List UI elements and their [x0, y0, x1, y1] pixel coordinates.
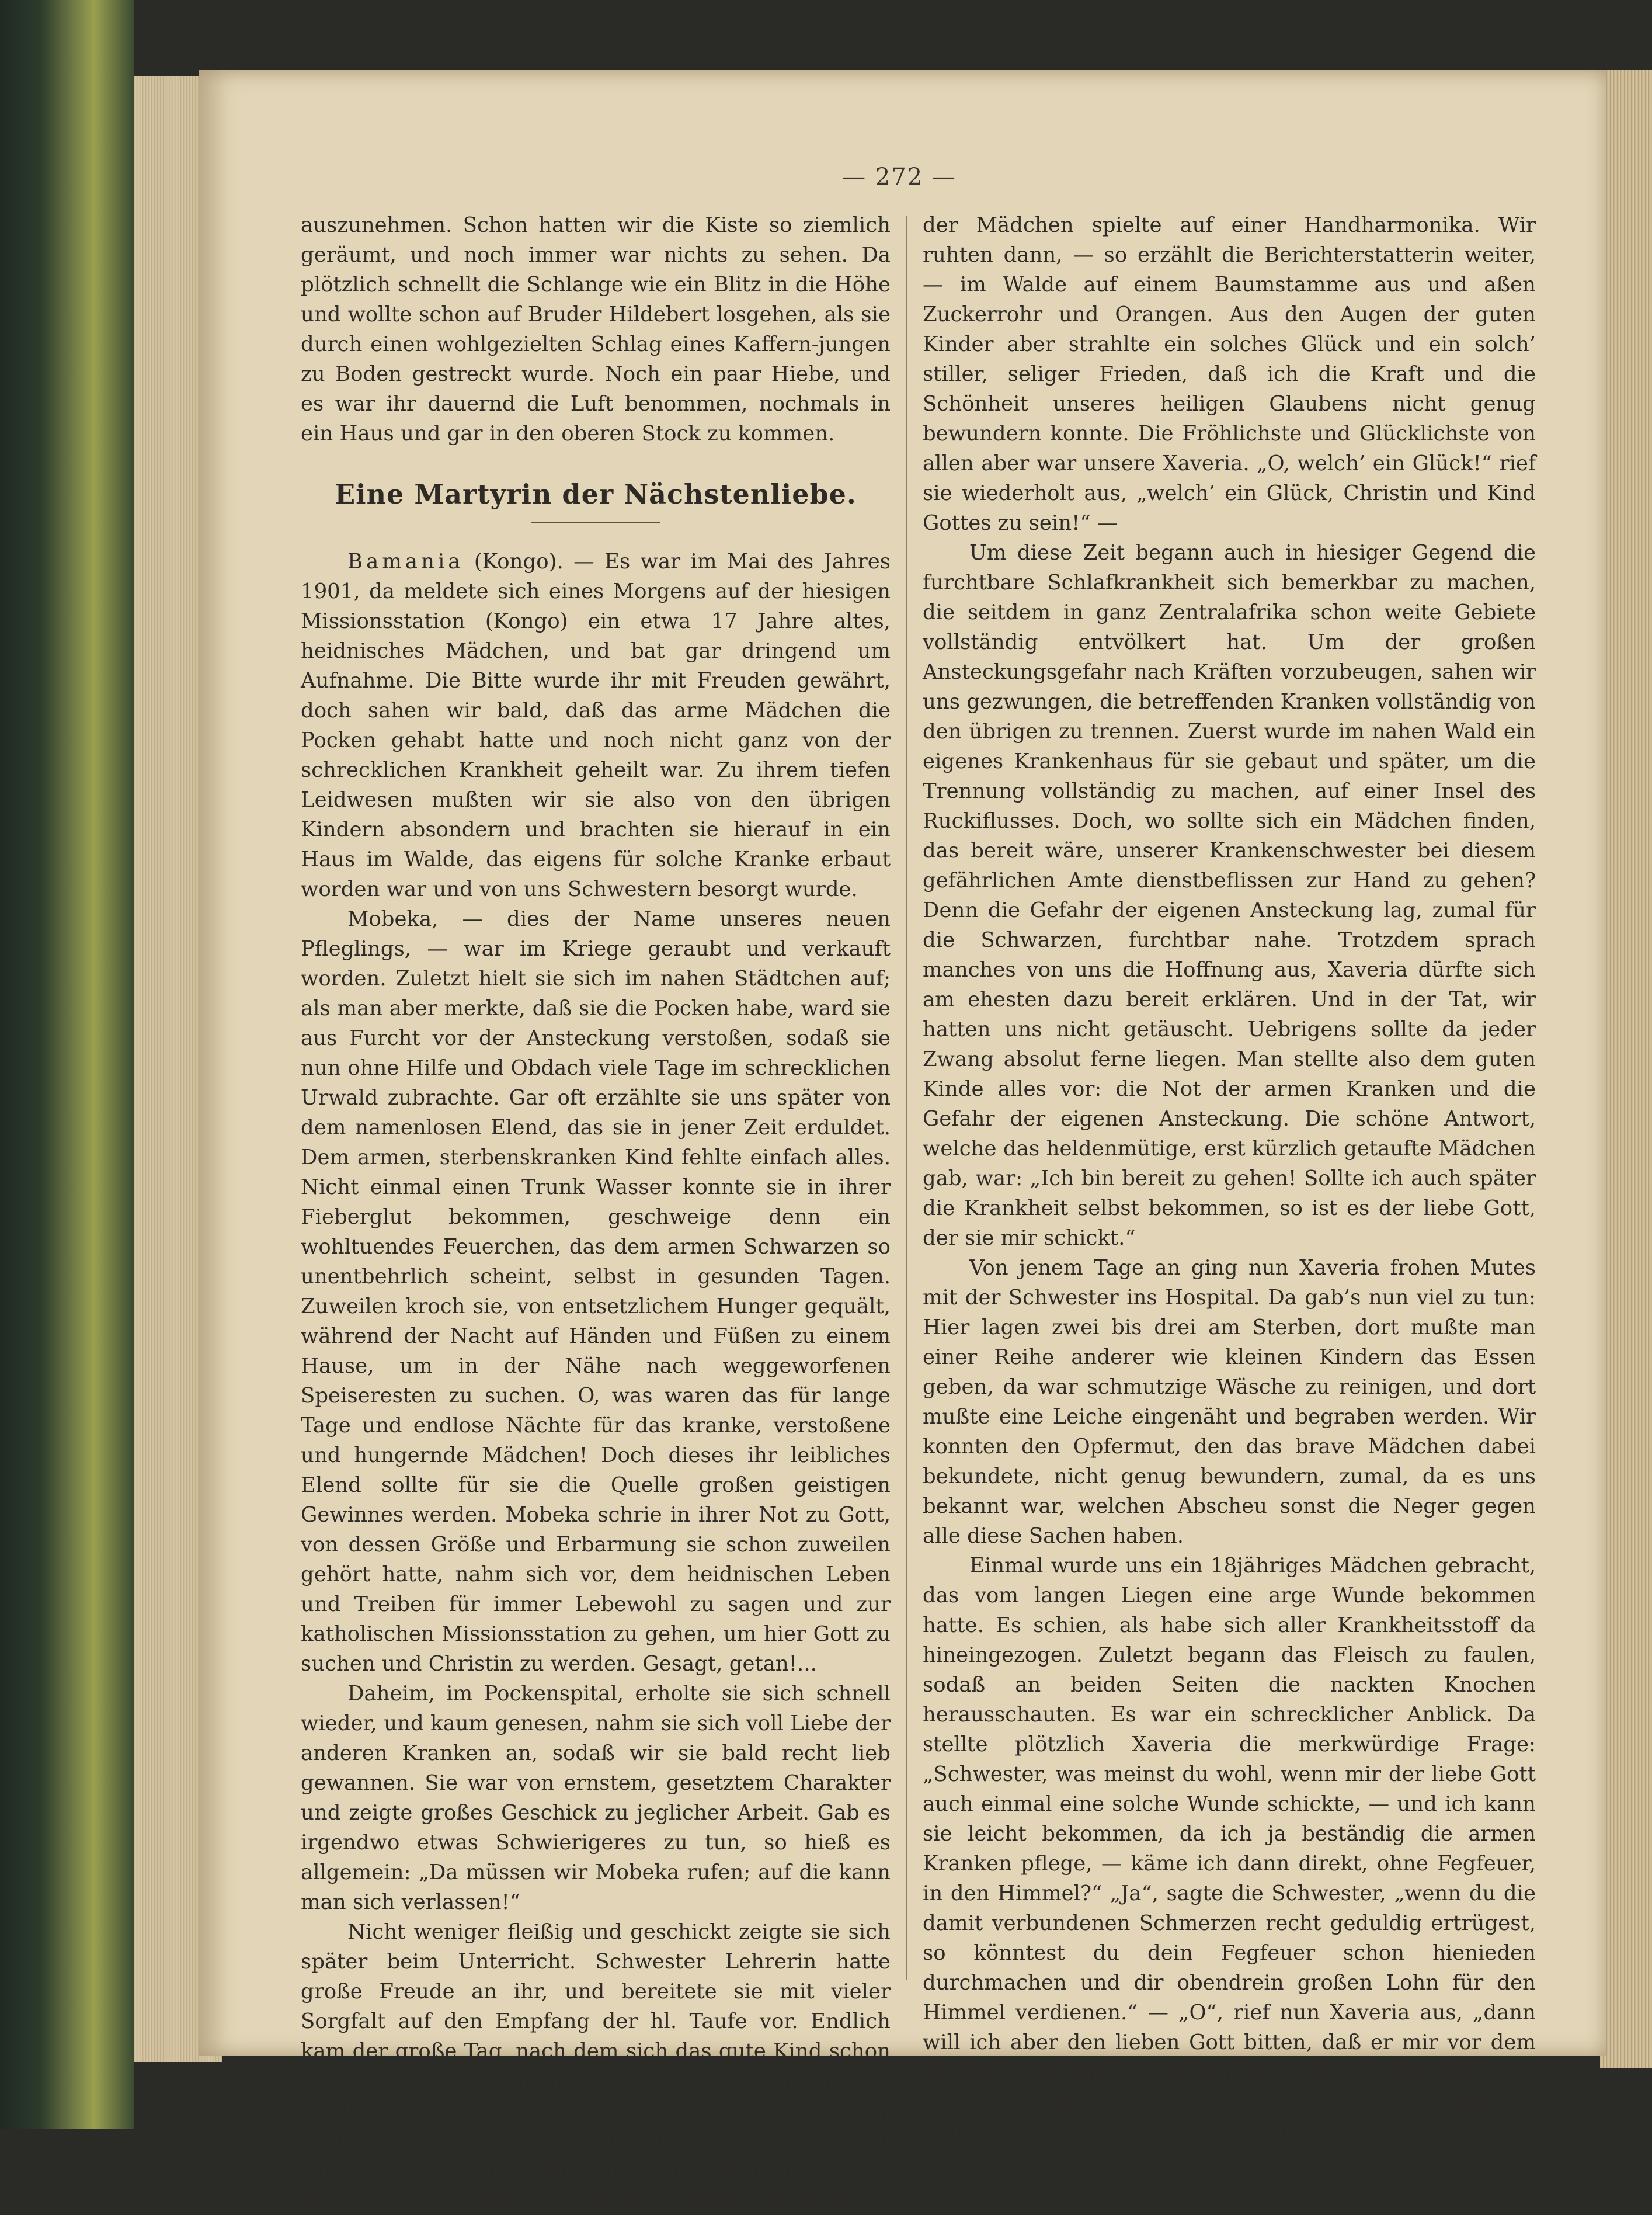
right-column [923, 210, 1536, 2176]
paragraph: Nicht weniger fleißig und geschickt zeigte sie sich später beim Unterricht. Schwester Lehrerin hatte große Freude an ihr, und bereitete sie mit vieler Sorgfalt auf den Empfang der hl. Taufe vor. Endlich kam der große Tag, nach dem sich das gute Kind schon lange so sehr gesehnt hatte und Mobeka empfing die hl. Taufe und erhielt dabei den Namen Xaveria. Im Laufe des Nachmittags machte die Schwester Lehrerin mit den neugetauften Mädchen einen kleinen Ausflug. Man sang verschiedene christliche Lieder, und eines [301, 1920, 891, 2212]
page-number: — 272 — [842, 164, 957, 190]
paragraph: Einmal wurde uns ein 18jähriges Mädchen gebracht, das vom langen Liegen eine arge Wunde bekommen hatte. Es schien, als habe sich aller Krankheitsstoff da hineingezogen. Zuletzt begann das Fleisch zu faulen, sodaß an beiden Seiten die nackten Knochen herausschauten. Es war ein schrecklicher Anblick. Da stellte plötzlich Xaveria die merkwürdige Frage: „Schwester, was meinst du wohl, wenn mir der liebe Gott auch einmal eine solche Wunde schickte, — und ich kann sie leicht bekommen, da ich ja beständig die armen Kranken pflege, — käme ich dann direkt, ohne Fegfeuer, in den Himmel?“ „Ja“, sagte die Schwester, „wenn du die damit verbundenen Schmerzen recht geduldig ertrügest, so könntest du dein Fegfeuer schon hienieden durchmachen und dir obendrein großen Lohn für den Himmel verdienen.“ — „O“, rief nun Xaveria aus, „dann will ich aber den lieben Gott bitten, daß er mir vor dem Sterben auch eine solche Wunde schickt.“ Und dieser ihr heldenmütiger Wunsch sollte in der Tat buchstäblich erfüllt werden. Doch, wir wollen der Geschichte nicht vorgreifen. [923, 1554, 1536, 2174]
paragraph-text: (Kongo). — Es war im Mai des Jahres 1901, da meldete sich eines Morgens auf der hiesigen Missionsstation (Kongo) ein etwa 17 Jahre altes, heidnisches Mädchen, und bat gar dringend um Aufnahme. Die Bitte wurde ihr mit Freuden gewährt, doch sahen wir bald, daß das arme Mädchen die Pocken gehabt hatte und noch nicht ganz von der schrecklichen Krankheit geheilt war. Zu ihrem tiefen Leidwesen mußten wir sie also von den übrigen Kindern absondern und brachten sie hierauf in ein Haus im Walde, das eigens für solche Kranke erbaut worden war und von uns Schwestern besorgt wurde. [301, 550, 891, 901]
place-name: Bamania [347, 550, 464, 574]
paragraph: der Mädchen spielte auf einer Handharmonika. Wir ruhten dann, — so erzählt die Berichterstatterin weiter, — im Walde auf einem Baumstamme aus und aßen Zuckerrohr und Orangen. Aus den Augen der guten Kinder aber strahlte ein solches Glück und ein solch’ stiller, seliger Frieden, daß ich die Kraft und die Schönheit unseres heiligen Glaubens nicht genug bewundern konnte. Die Fröhlichste und Glücklichste von allen aber war unsere Xaveria. „O, welch’ ein Glück!“ rief sie wiederholt aus, „welch’ ein Glück, Christin und Kind Gottes zu sein!“ — [923, 213, 1536, 535]
paragraph: Von jenem Tage an ging nun Xaveria frohen Mutes mit der Schwester ins Hospital. Da gab’s nun viel zu tun: Hier lagen zwei bis drei am Sterben, dort mußte man einer Reihe anderer wie kleinen Kindern das Essen geben, da war schmutzige Wäsche zu reinigen, und dort mußte eine Leiche eingenäht und begraben werden. Wir konnten den Opfermut, den das brave Mädchen dabei bekundete, nicht genug bewundern, zumal, da es uns bekannt war, welchen Abscheu sonst die Neger gegen alle diese Sachen haben. [923, 1256, 1536, 1548]
paragraph: Um diese Zeit begann auch in hiesiger Gegend die furchtbare Schlafkrankheit sich bemerkbar zu machen, die seitdem in ganz Zentralafrika schon weite Gebiete vollständig entvölkert hat. Um der großen Ansteckungsgefahr nach Kräften vorzubeugen, sahen wir uns gezwungen, die betreffenden Kranken vollständig von den übrigen zu trennen. Zuerst wurde im nahen Wald ein eigenes Krankenhaus für sie gebaut und später, um die Trennung vollständig zu machen, auf einer Insel des Ruckiflusses. Doch, wo sollte sich ein Mädchen finden, das bereit wäre, unserer Krankenschwester bei diesem gefährlichen Amte dienstbeflissen zur Hand zu gehen? Denn die Gefahr der eigenen Ansteckung lag, zumal für die Schwarzen, furchtbar nahe. Trotzdem sprach manches von uns die Hoffnung aus, Xaveria dürfte sich am ehesten dazu bereit erklären. Und in der Tat, wir hatten uns nicht getäuscht. Uebrigens sollte da jeder Zwang absolut ferne liegen. Man stellte also dem guten Kinde alles vor: die Not der armen Kranken und die Gefahr der eigenen Ansteckung. Die schöne Antwort, welche das heldenmütige, erst kürzlich getaufte Mädchen gab, war: „Ich bin bereit zu gehen! Sollte ich auch später die Krankheit selbst bekommen, so ist es der liebe Gott, der sie mir schickt.“ [923, 541, 1536, 1250]
left-column [301, 210, 891, 2215]
title-rule [531, 522, 660, 523]
paragraph [301, 547, 891, 904]
page-edges-right [1600, 70, 1652, 2068]
book-binding [0, 0, 134, 2129]
article-title: Eine Martyrin der Nächstenliebe. [335, 478, 857, 510]
paragraph: auszunehmen. Schon hatten wir die Kiste so ziemlich geräumt, und noch immer war nichts zu sehen. Da plötzlich schnellt die Schlange wie ein Blitz in die Höhe und wollte schon auf Bruder Hildebert losgehen, als sie durch einen wohlgezielten Schlag eines Kaffern-jungen zu Boden gestreckt wurde. Noch ein paar Hiebe, und es war ihr dauernd die Luft benommen, nochmals in ein Haus und gar in den oberen Stock zu kommen. [301, 213, 891, 446]
paragraph: Daheim, im Pockenspital, erholte sie sich schnell wieder, und kaum genesen, nahm sie sich voll Liebe der anderen Kranken an, sodaß wir sie bald recht lieb gewannen. Sie war von ernstem, gesetztem Charakter und zeigte großes Geschick zu jeglicher Arbeit. Gab es irgendwo etwas Schwierigeres zu tun, so hieß es allgemein: „Da müssen wir Mobeka rufen; auf die kann man sich verlassen!“ [301, 1682, 891, 1914]
paragraph: Mobeka, — dies der Name unseres neuen Pfleglings, — war im Kriege geraubt und verkauft worden. Zuletzt hielt sie sich im nahen Städtchen auf; als man aber merkte, daß sie die Pocken habe, ward sie aus Furcht vor der Ansteckung verstoßen, sodaß sie nun ohne Hilfe und Obdach viele Tage im schrecklichen Urwald zubrachte. Gar oft erzählte sie uns später von dem namenlosen Elend, das sie in jener Zeit erduldet. Dem armen, sterbenskranken Kind fehlte einfach alles. Nicht einmal einen Trunk Wasser konnte sie in ihrer Fieberglut bekommen, geschweige denn ein wohltuendes Feuerchen, das dem armen Schwarzen so unentbehrlich scheint, selbst in gesunden Tagen. Zuweilen kroch sie, von entsetzlichem Hunger gequält, während der Nacht auf Händen und Füßen zu einem Hause, um in der Nähe nach weggeworfenen Speiseresten zu suchen. O, was waren das für lange Tage und endlose Nächte für das kranke, verstoßene und hungernde Mädchen! Doch dieses ihr leibliches Elend sollte für sie die Quelle großen geistigen Gewinnes werden. Mobeka schrie in ihrer Not zu Gott, von dessen Größe und Erbarmung sie schon zuweilen gehört hatte, nahm sich vor, dem heidnischen Leben und Treiben für immer Lebewohl zu sagen und zur katholischen Missionsstation zu gehen, um hier Gott zu suchen und Christin zu werden. Gesagt, getan!... [301, 907, 891, 1676]
column-divider [906, 216, 907, 1980]
